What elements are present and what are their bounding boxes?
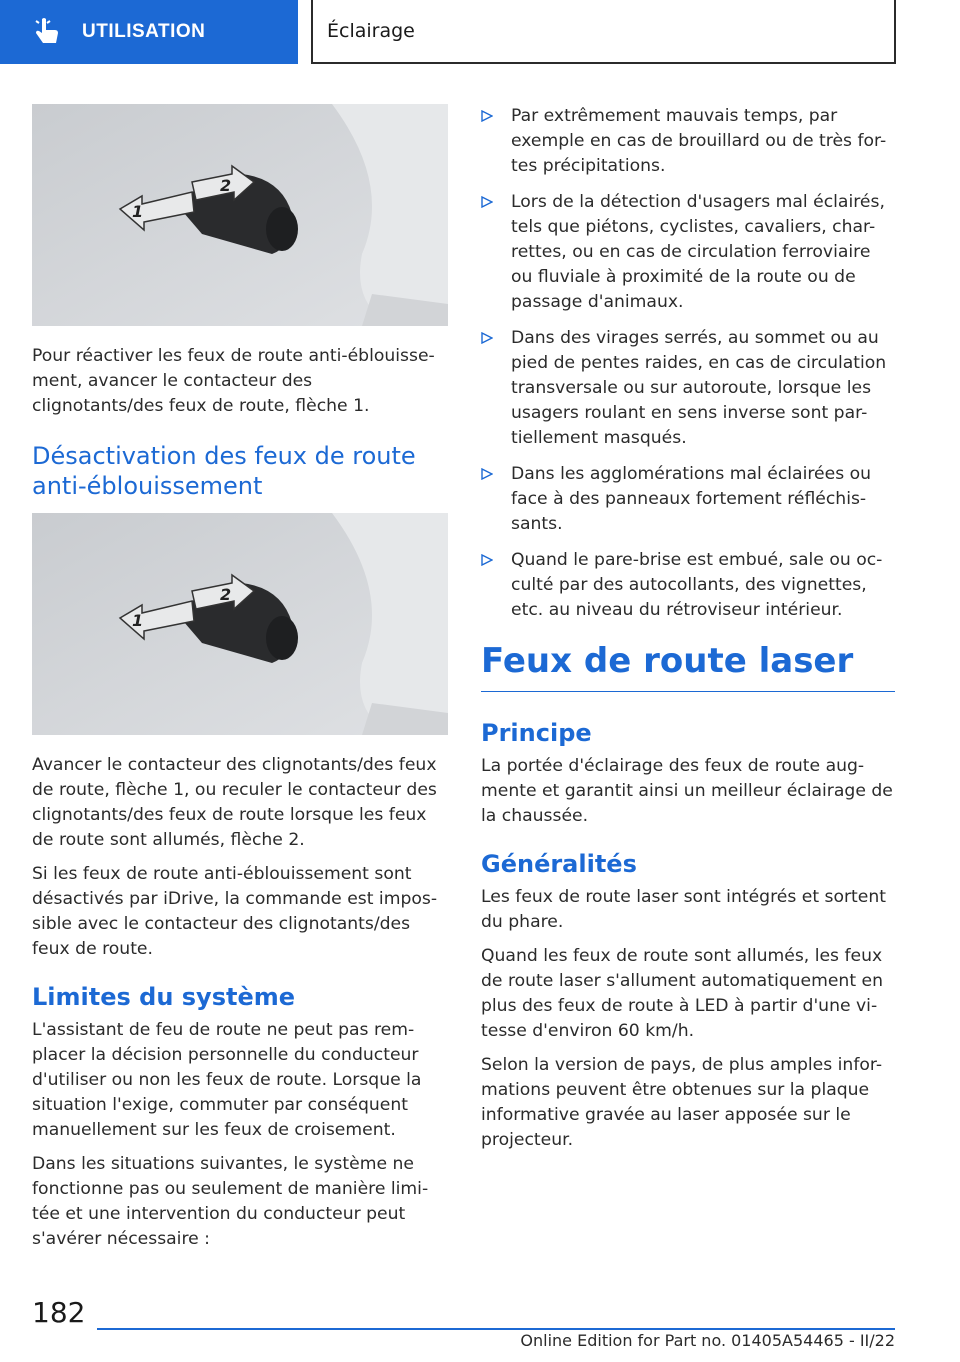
page-number: 182: [32, 1296, 86, 1329]
list-item: Quand le pare-brise est embué, sale ou oc-culté par des autocollants, des vignettes, etc. au niveau du rétroviseur intérieur.: [481, 548, 895, 623]
limitations-list: [481, 104, 895, 623]
left-column: [32, 104, 448, 1261]
paragraph: Si les feux de route anti-éblouissement sont désactivés par iDrive, la commande est impos-sible avec le contacteur des clignotants/des feux de route.: [32, 864, 438, 959]
figure-label-1: 1: [132, 611, 144, 630]
list-item: Dans les agglomérations mal éclairées ou face à des panneaux fortement réfléchis-sants.: [481, 462, 895, 537]
figure-turn-signal-stalk-2: [32, 513, 448, 735]
heading-principle: Principe: [481, 719, 592, 747]
paragraph: La portée d'éclairage des feux de route aug-mente et garantit ainsi un meilleur éclairage de la chaussée.: [481, 756, 893, 826]
triangle-bullet-icon: [481, 196, 493, 208]
chapter-title: Éclairage: [311, 0, 896, 64]
hand-pointer-icon: [30, 15, 64, 49]
section-tab[interactable]: [0, 0, 298, 64]
triangle-bullet-icon: [481, 468, 493, 480]
heading-laser-high-beams: Feux de route laser: [481, 641, 895, 692]
figure-label-2: 2: [220, 176, 232, 195]
triangle-bullet-icon: [481, 332, 493, 344]
paragraph: Pour réactiver les feux de route anti-éblouisse-ment, avancer le contacteur des clignotants/des feux de route, flèche 1.: [32, 346, 435, 416]
heading-system-limits: Limites du système: [32, 983, 296, 1011]
section-title: UTILISATION: [82, 21, 206, 42]
figure-label-2: 2: [220, 585, 232, 604]
right-column: [481, 104, 895, 1162]
paragraph: Avancer le contacteur des clignotants/des feux de route, flèche 1, ou reculer le contacteur des clignotants/des feux de route lorsque les feux de route sont allumés, flèche 2.: [32, 755, 437, 850]
heading-general: Généralités: [481, 850, 637, 878]
list-item: Lors de la détection d'usagers mal éclairés, tels que piétons, cyclistes, cavaliers, char-rettes, ou en cas de circulation ferroviaire ou fluviale à proximité de la route ou de passage d'animaux.: [481, 190, 895, 315]
footer-divider: [97, 1328, 895, 1330]
list-item: Dans des virages serrés, au sommet ou au pied de pentes raides, en cas de circulation transversale ou sur autoroute, lorsque les usagers roulant en sens inverse sont par-tiellement masqués.: [481, 326, 895, 451]
list-item: Par extrêmement mauvais temps, par exemple en cas de brouillard ou de très for-tes précipitations.: [481, 104, 895, 179]
paragraph: Les feux de route laser sont intégrés et sortent du phare.: [481, 887, 887, 932]
figure-turn-signal-stalk-1: [32, 104, 448, 326]
figure-label-1: 1: [132, 202, 144, 221]
paragraph: Selon la version de pays, de plus amples infor-mations peuvent être obtenues sur la plaque informative gravée au laser apposée sur le projecteur.: [481, 1055, 883, 1150]
footer-edition: Online Edition for Part no. 01405A54465 - II/22: [520, 1331, 895, 1350]
heading-deactivation: Désactivation des feux de route anti-éblouissement: [32, 442, 416, 500]
paragraph: Quand les feux de route sont allumés, les feux de route laser s'allument automatiquement en plus des feux de route à LED à partir d'une vi-tesse d'environ 60 km/h.: [481, 946, 883, 1041]
paragraph: Dans les situations suivantes, le système ne fonctionne pas ou seulement de manière limi-tée et une intervention du conducteur peut s'avérer nécessaire :: [32, 1154, 429, 1249]
triangle-bullet-icon: [481, 554, 493, 566]
triangle-bullet-icon: [481, 110, 493, 122]
paragraph: L'assistant de feu de route ne peut pas rem-placer la décision personnelle du conducteur d'utiliser ou non les feux de route. Lorsque la situation l'exige, commuter par conséquent manuellement sur les feux de croisement.: [32, 1020, 422, 1140]
